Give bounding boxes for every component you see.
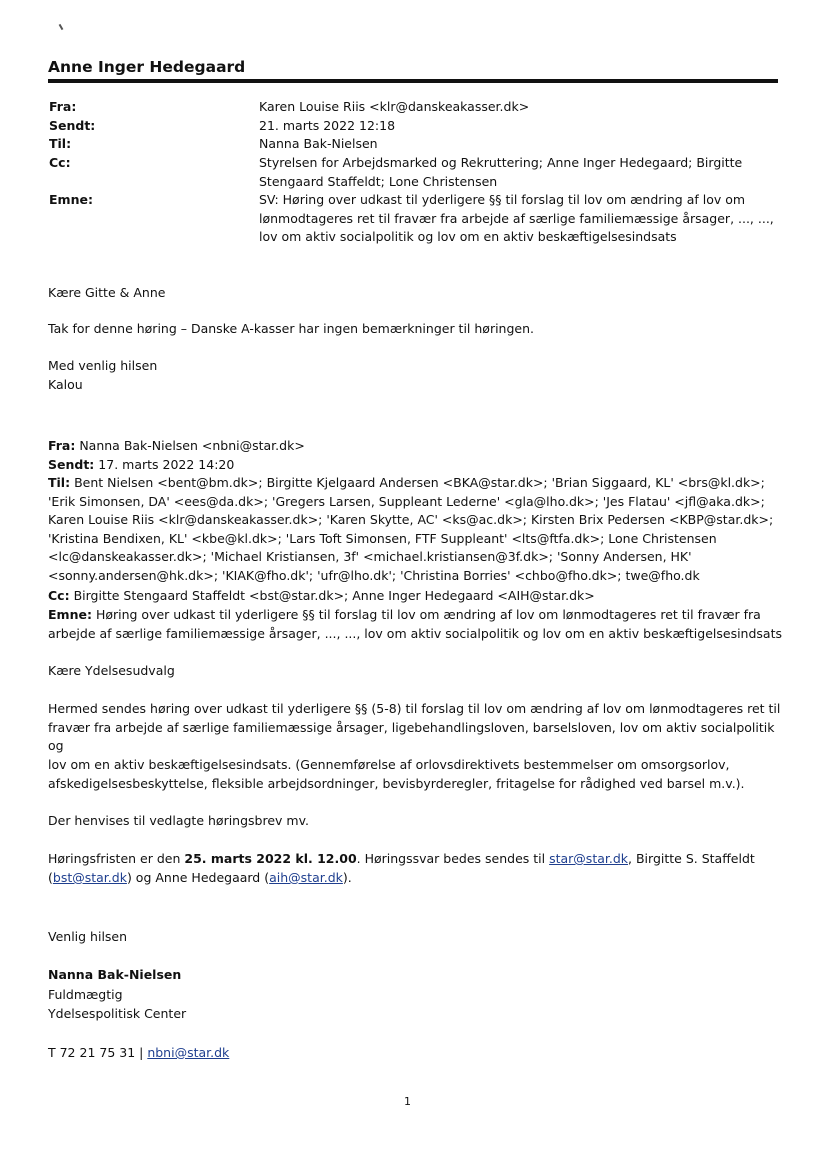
deadline-text: , Birgitte S. Staffeldt (628, 851, 755, 866)
orig-body-line: lov om en aktiv beskæftigelsesindsats. (Gennemførelse af orlovsdirektivets bestemmelser om omsorgsorlov, (48, 757, 730, 772)
reply-body: Tak for denne høring – Danske A-kasser har ingen bemærkninger til høringen. (48, 321, 535, 336)
orig-body-line: Hermed sendes høring over udkast til yderligere §§ (5-8) til forslag til lov om ændring af lov om lønmodtageres ret til (48, 701, 781, 716)
to-label: Til: (49, 136, 72, 151)
to-value: Nanna Bak-Nielsen (259, 136, 378, 151)
deadline-text: . Høringssvar bedes sendes til (356, 851, 550, 866)
orig-body-line: afskedigelsesbeskyttelse, fleksible arbejdsordninger, bevisbyrderegler, fritagelse for rådighed ved barsel m.v.). (48, 776, 745, 791)
sent-label: Sendt: (49, 118, 96, 133)
orig-deadline-line2 (48, 869, 352, 888)
orig-cc-value: Birgitte Stengaard Staffeldt <bst@star.dk>; Anne Inger Hedegaard <AIH@star.dk> (73, 588, 595, 603)
orig-body-line: og (48, 738, 64, 753)
from-label: Fra: (49, 99, 77, 114)
orig-sent-line (48, 456, 783, 475)
bst-email-link[interactable]: bst@star.dk (52, 870, 127, 885)
reply-closing: Med venlig hilsen (48, 358, 158, 373)
deadline-text: Høringsfristen er den (48, 851, 185, 866)
orig-to-label: Til: (48, 475, 71, 490)
from-value: Karen Louise Riis <klr@danskeakasser.dk> (259, 99, 530, 114)
deadline-text: ). (342, 870, 352, 885)
orig-to-value: Bent Nielsen <bent@bm.dk>; Birgitte Kjelgaard Andersen <BKA@star.dk>; 'Brian Siggaard, KL' <brs@kl.dk>; 'Erik Simonsen, DA' <ees@da.dk>; 'Gregers Larsen, Suppleant Lederne' <gla@lho.dk>; 'Jes Flatau' <jfl@aka.dk>; Karen Louise Riis <klr@danskeakasser.dk>; 'Karen Skytte, AC' <ks@ac.dk>; Kirsten Brix Pedersen <KBP@star.dk>; 'Kristina Bendixen, KL' <kbe@kl.dk>; 'Lars Toft Simonsen, FTF Suppleant' <lts@ftfa.dk>; Lone Christensen <lc@danskeakasser.dk>; 'Michael Kristiansen, 3f' <michael.kristiansen@3f.dk>; 'Sonny Andersen, HK' <sonny.andersen@hk.dk>; 'KIAK@fho.dk'; 'ufr@lho.dk'; 'Christina Borries' <chbo@fho.dk>; twe@fho.dk (48, 475, 774, 583)
reply-signature: Kalou (48, 377, 83, 392)
orig-subject-line (48, 606, 783, 643)
sender-email-link[interactable]: nbni@star.dk (147, 1045, 230, 1060)
deadline-date: 25. marts 2022 kl. 12.00 (184, 851, 357, 866)
orig-body-line: fravær fra arbejde af særlige familiemæssige årsager, ligebehandlingsloven, barselsloven, lov om aktiv socialpolitik (48, 720, 775, 735)
contact-line (48, 1044, 229, 1063)
page-number: 1 (404, 1095, 411, 1108)
star-email-link[interactable]: star@star.dk (549, 851, 629, 866)
scan-artifact (59, 24, 64, 30)
orig-subject-value: Høring over udkast til yderligere §§ til forslag til lov om ændring af lov om lønmodtageres ret til fravær fra arbejde af særlige familiemæssige årsager, ..., ..., lov om aktiv socialpolitik og lov om en aktiv beskæftigelsesindsats (48, 607, 783, 641)
sender-name: Nanna Bak-Nielsen (48, 967, 182, 982)
orig-from-label: Fra: (48, 438, 76, 453)
orig-from-value: Nanna Bak-Nielsen <nbni@star.dk> (79, 438, 305, 453)
orig-greeting: Kære Ydelsesudvalg (48, 663, 175, 678)
orig-subject-label: Emne: (48, 607, 92, 622)
deadline-text: ) og Anne Hedegaard ( (126, 870, 270, 885)
sender-title: Fuldmægtig (48, 987, 123, 1002)
deadline-text: ( (48, 870, 53, 885)
sent-value: 21. marts 2022 12:18 (259, 118, 396, 133)
orig-reference: Der henvises til vedlagte høringsbrev mv. (48, 813, 309, 828)
orig-from-line (48, 437, 783, 456)
orig-cc-label: Cc: (48, 588, 70, 603)
mailbox-owner-title: Anne Inger Hedegaard (48, 58, 246, 76)
subject-value: SV: Høring over udkast til yderligere §§ til forslag til lov om ændring af lov om lønmodtageres ret til fravær fra arbejde af særlige familiemæssige årsager, ..., ..., lov om aktiv socialpolitik og lov om en aktiv beskæftigelsesindsats (259, 192, 774, 245)
orig-cc-line (48, 587, 783, 606)
orig-to-line (48, 474, 778, 586)
cc-label: Cc: (49, 155, 71, 170)
orig-sent-value: 17. marts 2022 14:20 (98, 457, 235, 472)
sender-department: Ydelsespolitisk Center (48, 1006, 187, 1021)
reply-greeting: Kære Gitte & Anne (48, 285, 166, 300)
title-divider (48, 79, 778, 83)
orig-deadline-line1 (48, 850, 755, 869)
orig-sent-label: Sendt: (48, 457, 95, 472)
orig-closing: Venlig hilsen (48, 929, 128, 944)
sender-phone: T 72 21 75 31 | (48, 1045, 144, 1060)
aih-email-link[interactable]: aih@star.dk (269, 870, 343, 885)
subject-label: Emne: (49, 192, 93, 207)
cc-value: Styrelsen for Arbejdsmarked og Rekruttering; Anne Inger Hedegaard; Birgitte Stengaard Staffeldt; Lone Christensen (259, 155, 743, 189)
